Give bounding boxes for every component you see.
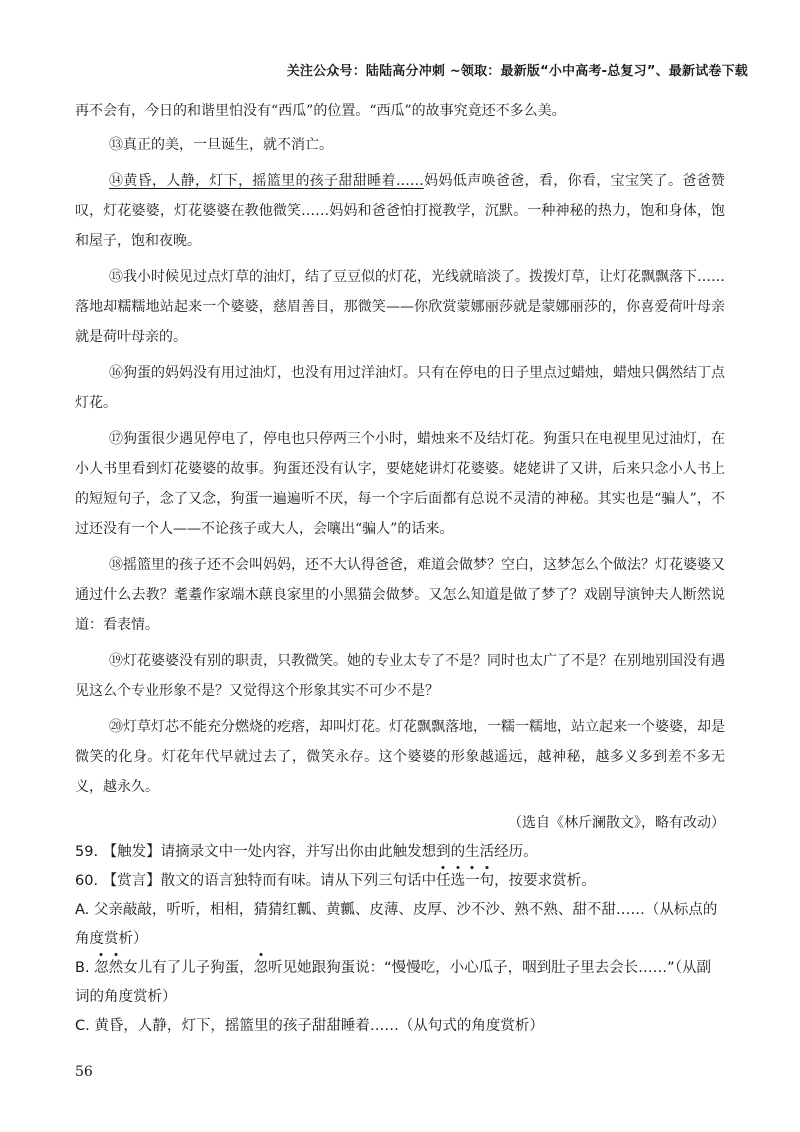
question-60-text: 60. 【赏言】散文的语言独特而有味。请从下列三句话中	[75, 873, 437, 889]
emphasis-char: 一	[465, 867, 480, 896]
emphasis-char: 忽	[94, 954, 109, 983]
option-c: C. 黄昏，人静，灯下，摇篮里的孩子甜甜睡着……（从句式的角度赏析）	[75, 1018, 544, 1034]
paragraph-20: ⑳灯草灯芯不能充分燃烧的疙瘩，却叫灯花。灯花飘飘落地，一糯一糯地，站立起来一个婆婆，却是微笑的化身。灯花年代早就过去了，微笑永存。这个婆婆的形象越遥远，越神秘，越多义多到差不多无义，越永久。	[75, 719, 725, 795]
page-number: 56	[75, 1064, 93, 1080]
emphasis-dotted-adverb	[94, 960, 123, 976]
emphasis-dotted-text	[436, 873, 494, 889]
paragraph-14-rest: 妈妈低声唤爸爸，看，你看，宝宝笑了。爸爸赞叹，灯花婆婆，灯花婆婆在教他微笑……妈妈和爸爸怕打搅教学，沉默。一种神秘的热力，饱和身体，饱和屋子，饱和夜晚。	[75, 173, 725, 249]
question-59: 59. 【触发】请摘录文中一处内容，并写出你由此触发想到的生活经历。	[75, 844, 538, 860]
option-b	[75, 954, 725, 1012]
option-a: A. 父亲敲敲，听听，相相，猜猜红瓤、黄瓤、皮薄、皮厚、沙不沙、熟不熟、甜不甜……（从标点的角度赏析）	[75, 902, 718, 947]
emphasis-char: 忽	[254, 954, 269, 983]
emphasis-char: 句	[480, 867, 495, 896]
emphasis-char: 然	[109, 954, 124, 983]
article-body	[75, 96, 725, 1041]
article-source: （选自《林斤澜散文》，略有改动）	[508, 815, 725, 831]
page-header-banner: 关注公众号：陆陆高分冲刺 ~领取：最新版“小中高考-总复习”、最新试卷下载	[286, 64, 748, 79]
option-b-text: 女儿有了儿子狗蛋，	[123, 960, 254, 976]
emphasis-char: 选	[451, 867, 466, 896]
option-b-label: B.	[75, 960, 95, 976]
paragraph-19: ⑲灯花婆婆没有别的职责，只教微笑。她的专业太专了不是？同时也太广了不是？在别地别国没有遇见这么个专业形象不是？又觉得这个形象其实不可少不是？	[75, 653, 725, 699]
paragraph-17: ⑰狗蛋很少遇见停电了，停电也只停两三个小时，蜡烛来不及结灯花。狗蛋只在电视里见过油灯，在小人书里看到灯花婆婆的故事。狗蛋还没有认字，要姥姥讲灯花婆婆。姥姥讲了又讲，后来只念小人书上的短短句子，念了又念，狗蛋一遍遍听不厌，每一个字后面都有总说不灵清的神秘。其实也是“骗人”，不过还没有一个人——不论孩子或大人，会嚷出“骗人”的话来。	[75, 431, 725, 537]
paragraph-15: ⑮我小时候见过点灯草的油灯，结了豆豆似的灯花，光线就暗淡了。拨拨灯草，让灯花飘飘落下……落地却糯糯地站起来一个婆婆，慈眉善目，那微笑——你欣赏蒙娜丽莎就是蒙娜丽莎的，你喜爱荷叶母亲就是荷叶母亲的。	[75, 269, 725, 345]
paragraph-18: ⑱摇篮里的孩子还不会叫妈妈，还不大认得爸爸，难道会做梦？空白，这梦怎么个做法？灯花婆婆又通过什么去教？耄耋作家端木蕻良家里的小黑猫会做梦。又怎么知道是做了梦了？戏剧导演钟夫人断然说道：看表情。	[75, 557, 725, 633]
question-60	[75, 867, 725, 896]
paragraph-13: ⑬真正的美，一旦诞生，就不消亡。	[109, 137, 333, 153]
paragraph-14	[75, 166, 725, 256]
emphasis-dotted-adverb-2	[254, 960, 269, 976]
paragraph-16: ⑯狗蛋的妈妈没有用过油灯，也没有用过洋油灯。只有在停电的日子里点过蜡烛，蜡烛只偶然结丁点灯花。	[75, 365, 725, 411]
option-b-text-end: 听见她跟狗蛋说：“慢慢吃，小心瓜子，咽到肚子里去会长……”（从副词的角度赏析）	[75, 960, 711, 1005]
paragraph-continued: 再不会有，今日的和谐里怕没有“西瓜”的位置。“西瓜”的故事究竟还不多么美。	[75, 103, 566, 119]
question-60-text-end: ，按要求赏析。	[494, 873, 596, 889]
emphasis-char: 任	[436, 867, 451, 896]
underlined-sentence: ⑭黄昏，人静，灯下，摇篮里的孩子甜甜睡着……	[109, 173, 424, 189]
